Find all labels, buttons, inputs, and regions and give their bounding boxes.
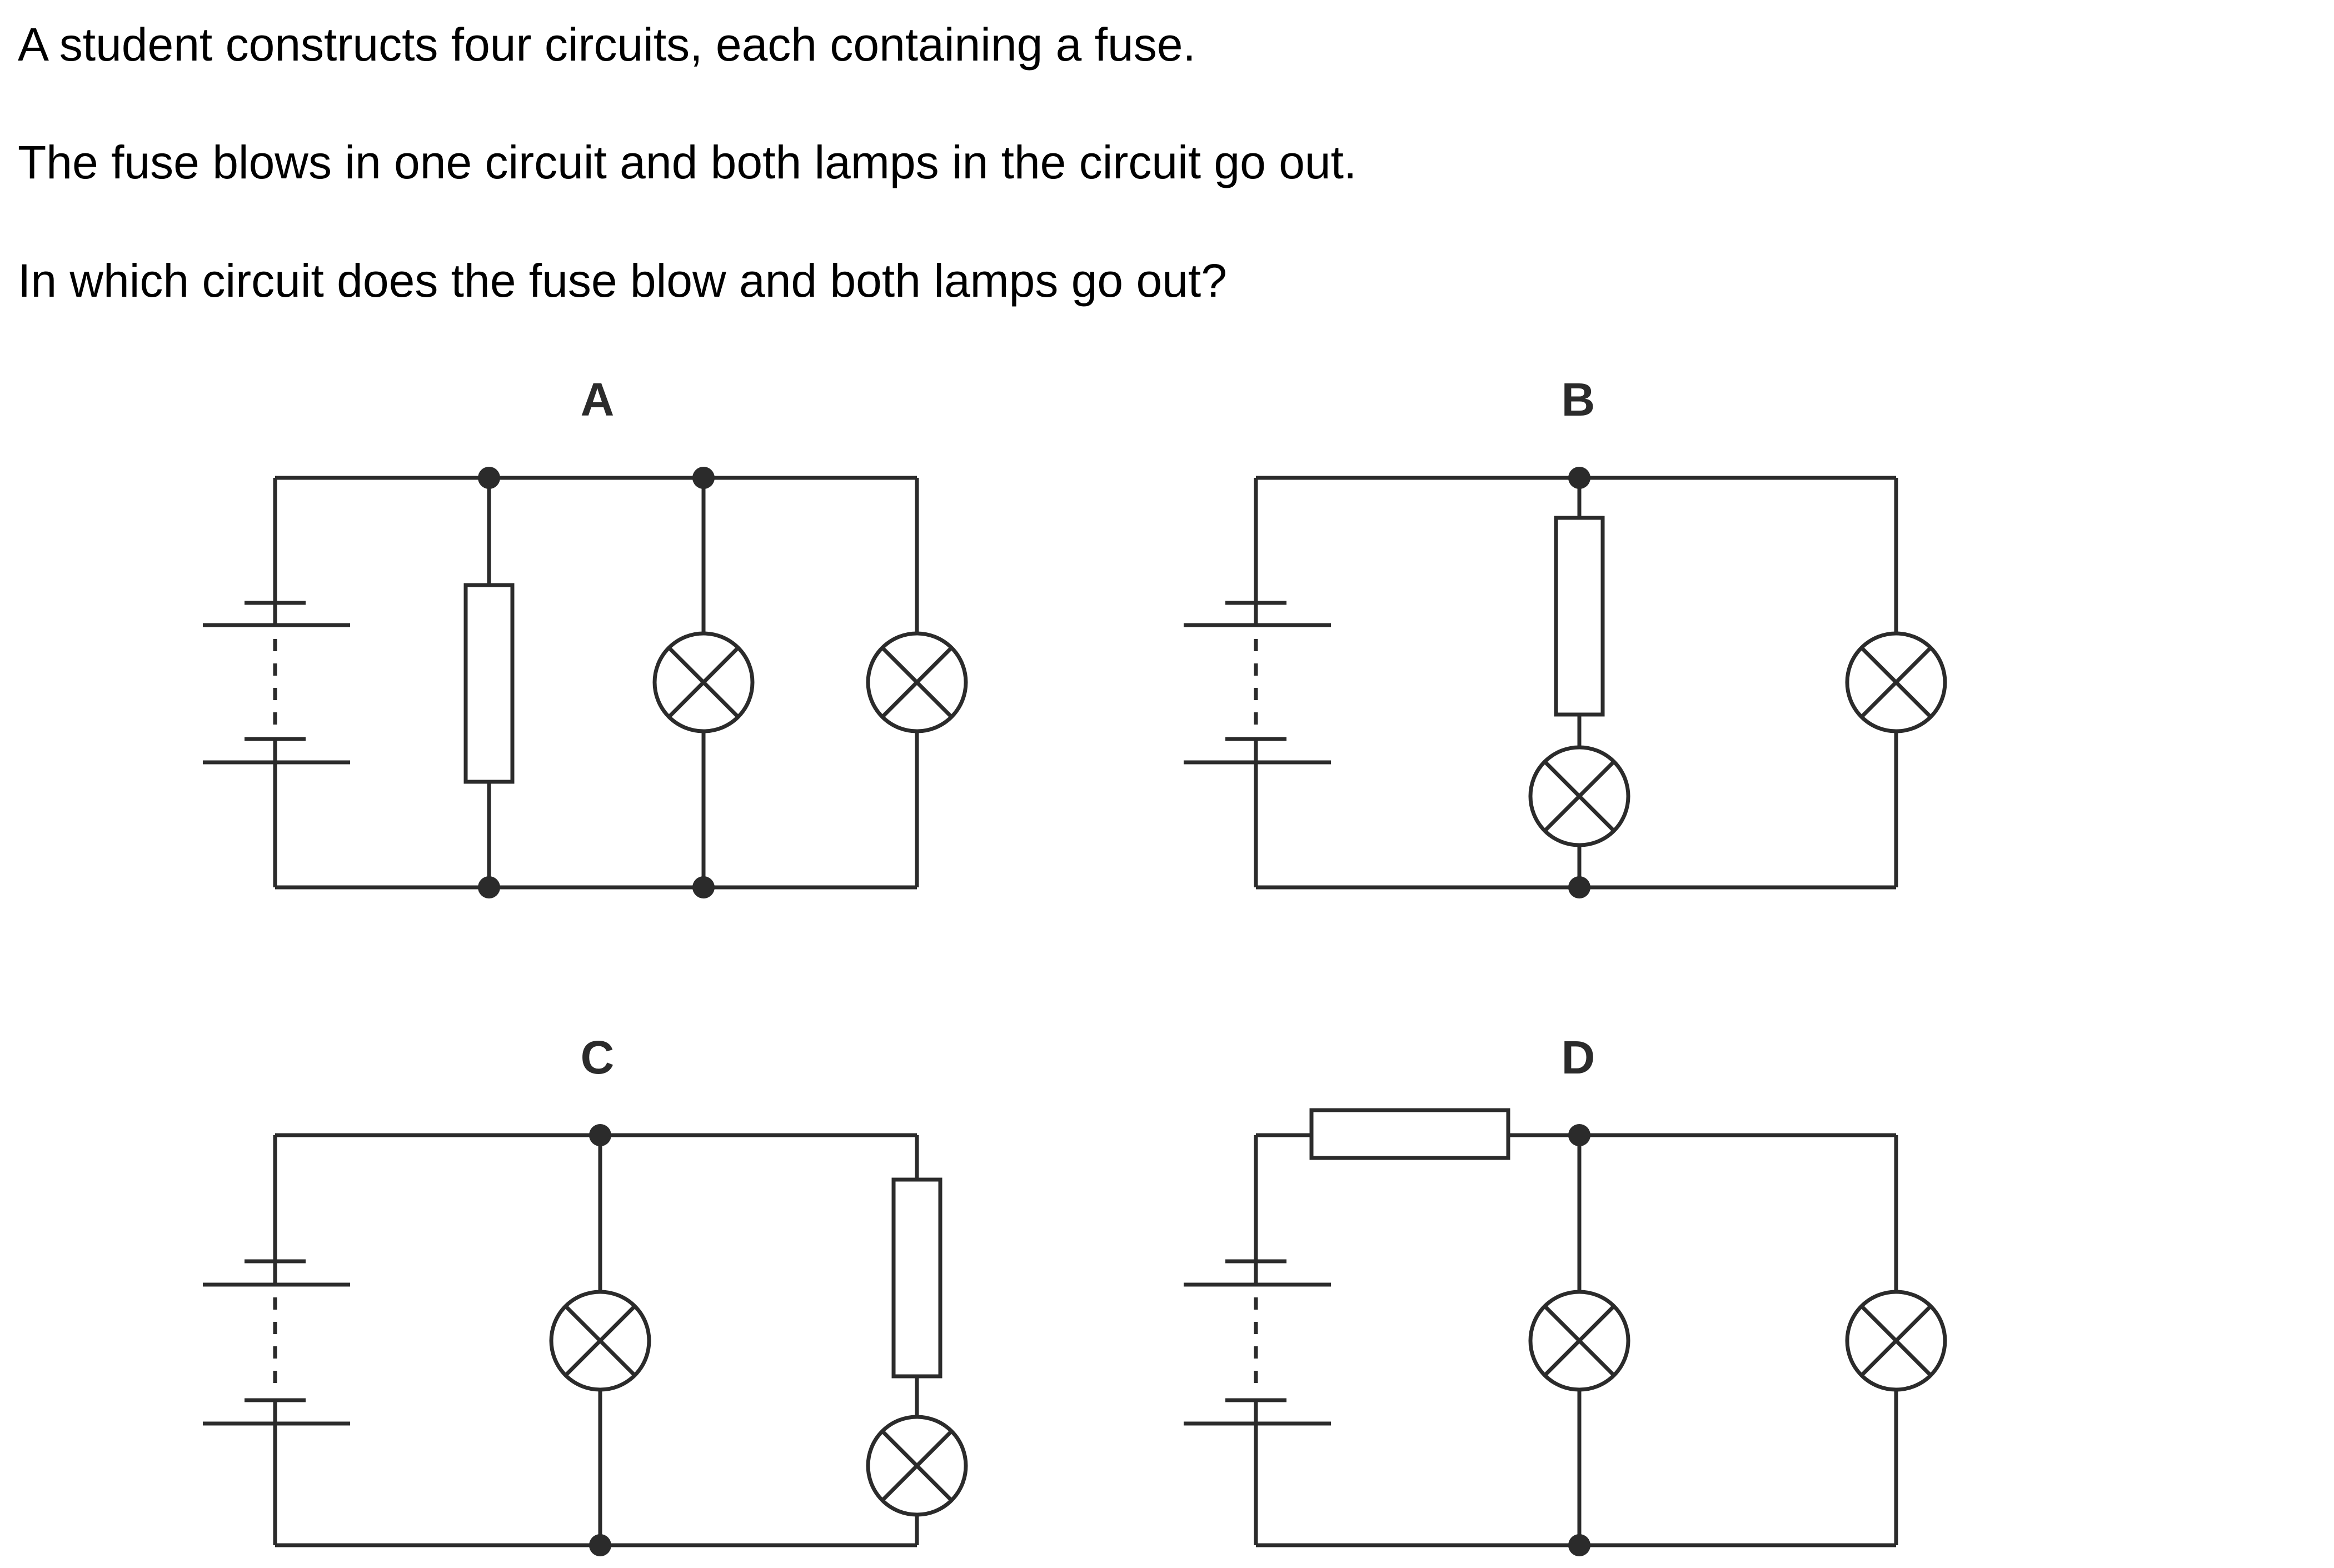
circuit-b[interactable]	[1184, 373, 1945, 898]
circuit-a-lamp-1	[655, 478, 752, 887]
circuit-a-junction-3	[478, 876, 500, 898]
circuit-d-label: D	[1561, 1031, 1595, 1083]
circuit-b-lamp-2	[1847, 478, 1945, 887]
circuit-c-fuse	[894, 1135, 940, 1417]
circuit-b-lamp-1	[1530, 747, 1628, 887]
circuit-a-junction-2	[692, 467, 715, 489]
circuit-b-label: B	[1561, 373, 1595, 426]
circuit-c-label: C	[580, 1031, 615, 1083]
circuit-a-label: A	[580, 373, 615, 426]
circuit-c-lamp-2	[868, 1417, 966, 1545]
circuit-a-junction-4	[692, 876, 715, 898]
circuit-d-fuse	[1311, 1110, 1508, 1158]
circuit-d-lamp-1	[1530, 1135, 1628, 1545]
circuit-c-junction-2	[589, 1534, 611, 1556]
circuit-c[interactable]	[203, 1031, 966, 1556]
circuit-a-fuse	[466, 478, 512, 887]
circuit-d-lamp-2	[1847, 1135, 1945, 1545]
circuit-a-lamp-2	[868, 478, 966, 887]
circuit-b-junction-1	[1568, 467, 1590, 489]
circuit-d-junction-1	[1568, 1124, 1590, 1146]
circuit-b-cell	[1184, 478, 1331, 887]
circuit-d-junction-2	[1568, 1534, 1590, 1556]
circuit-c-junction-1	[589, 1124, 611, 1146]
circuit-c-cell	[203, 1135, 350, 1545]
circuit-d-cell	[1184, 1135, 1331, 1545]
circuit-b-fuse	[1556, 478, 1603, 747]
circuit-a-cell	[203, 478, 350, 887]
circuit-a-junction-1	[478, 467, 500, 489]
question-line-3: In which circuit does the fuse blow and both lamps go out?	[18, 254, 1227, 307]
question-line-2: The fuse blows in one circuit and both lamps in the circuit go out.	[18, 136, 1357, 188]
circuit-d[interactable]	[1184, 1031, 1945, 1556]
circuit-b-junction-2	[1568, 876, 1590, 898]
circuit-c-lamp-1	[551, 1135, 649, 1545]
circuit-a[interactable]	[203, 373, 966, 898]
question-line-1: A student constructs four circuits, each containing a fuse.	[18, 18, 1196, 71]
